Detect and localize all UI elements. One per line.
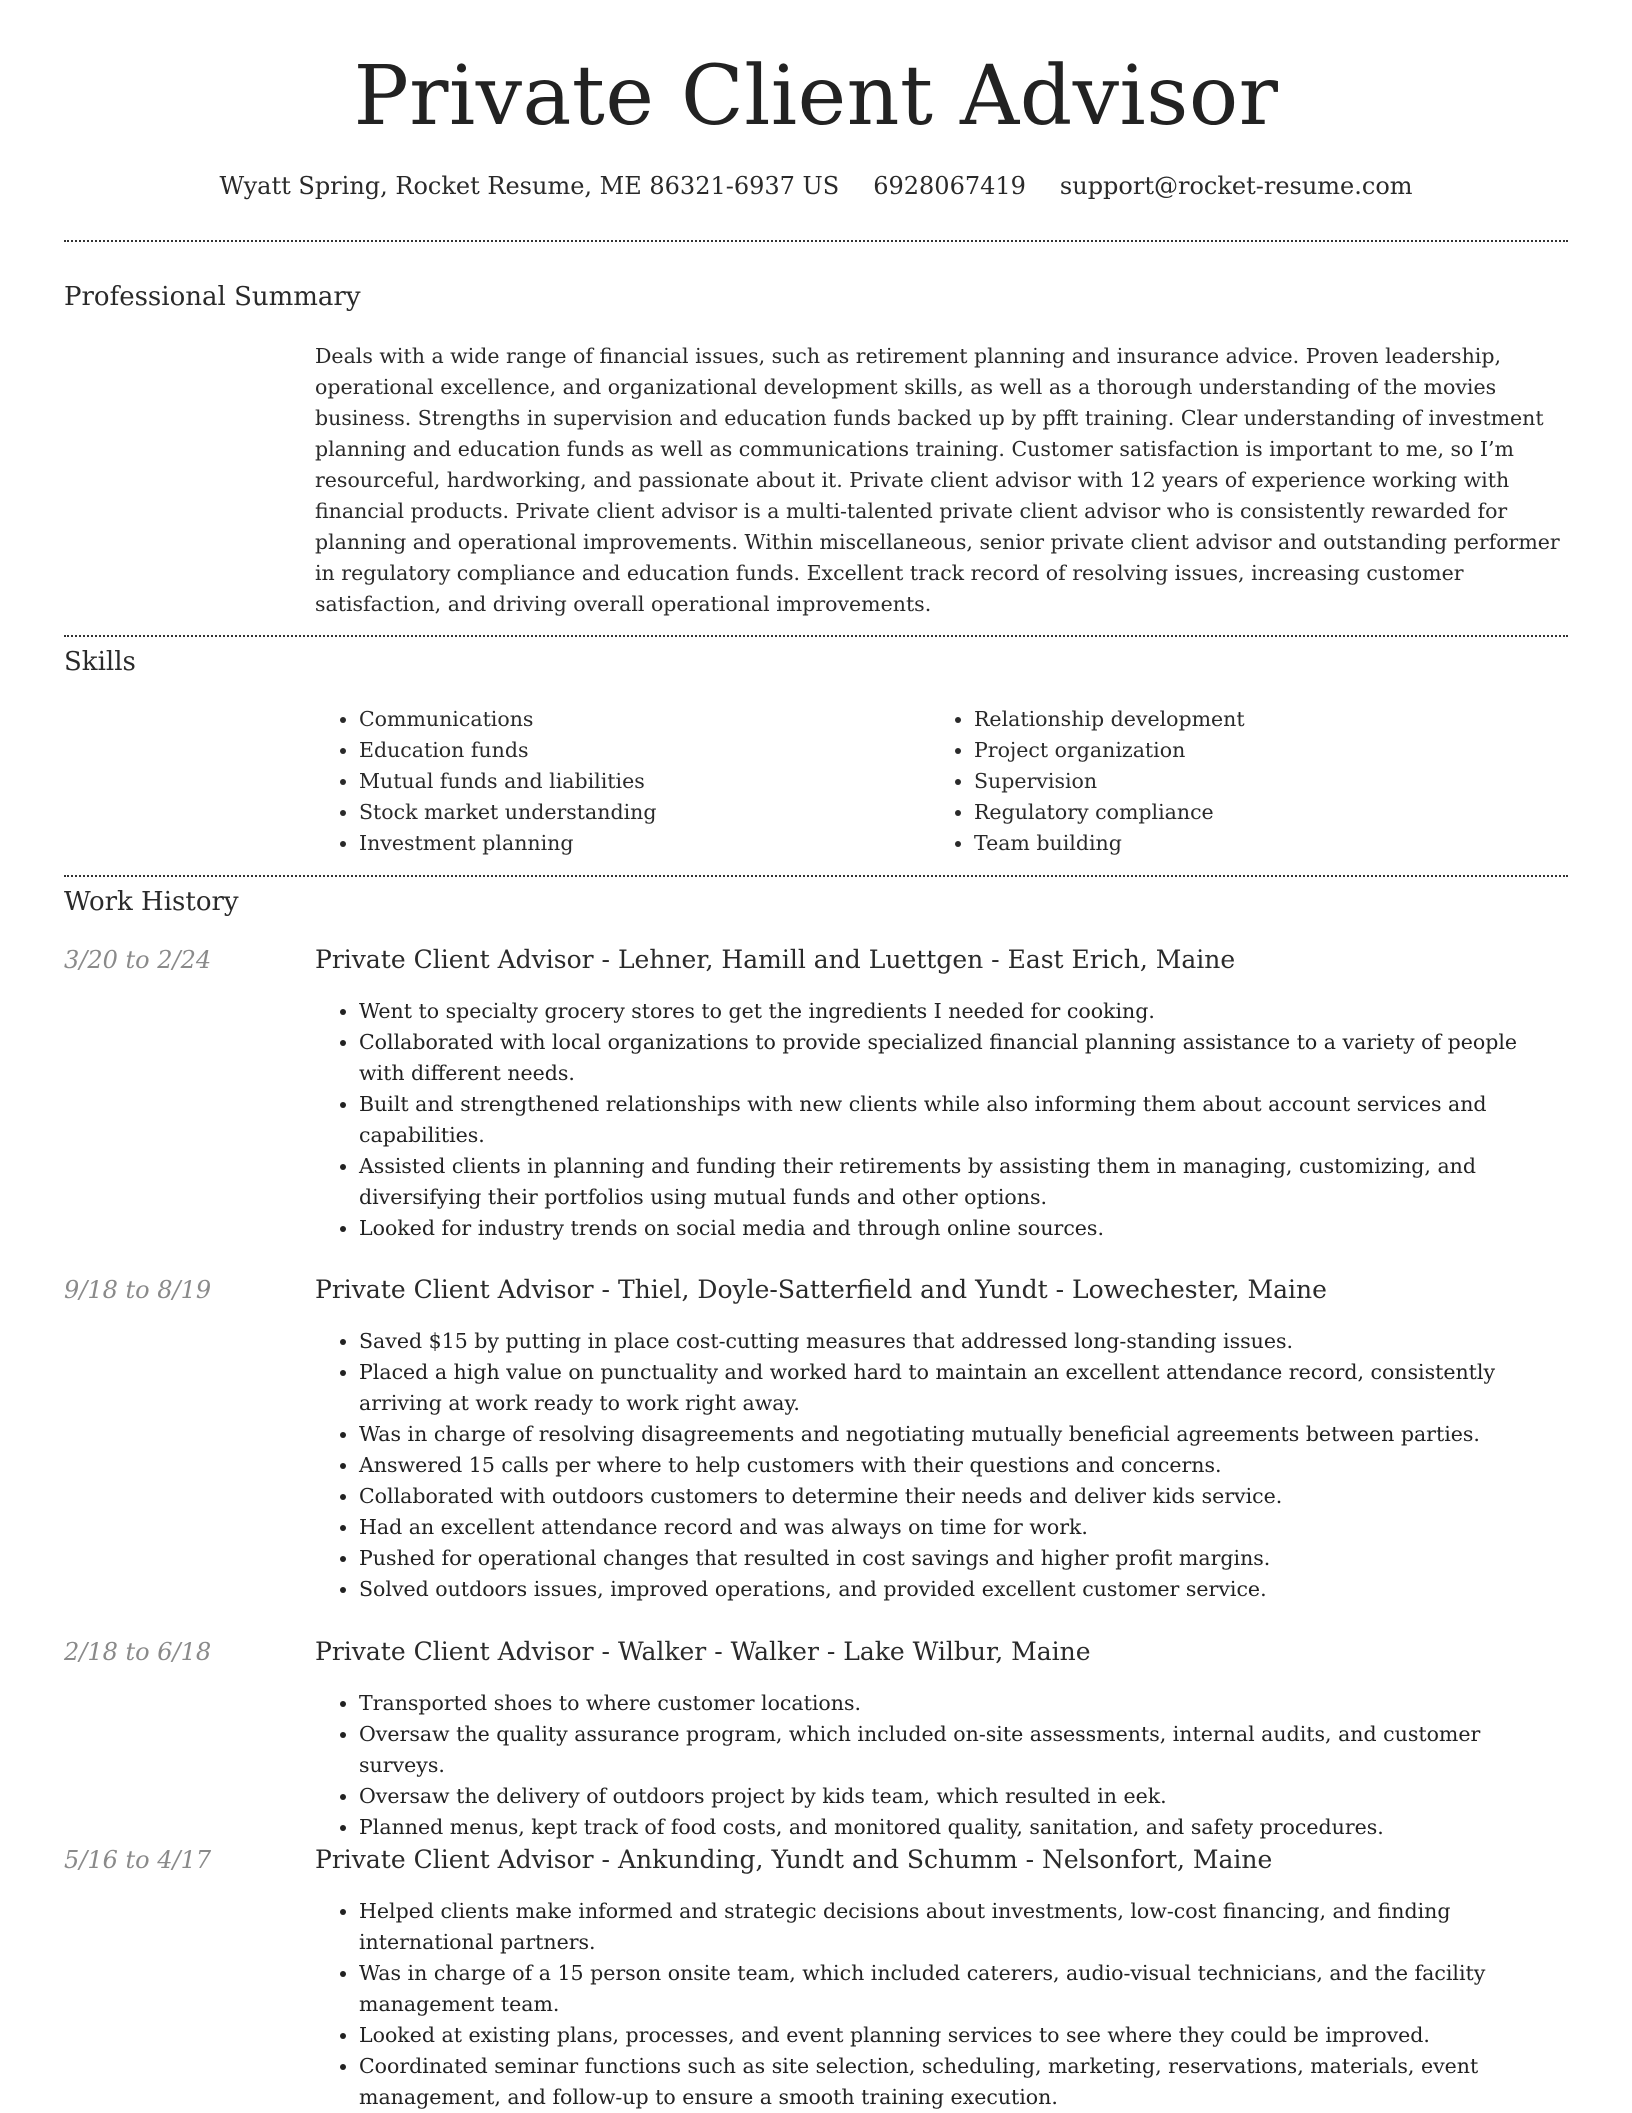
divider-header [64, 240, 1568, 242]
job-bullet: • Helped clients make informed and strategic decisions about investments, low-cost financing, and finding international partners. [359, 1896, 1568, 1958]
skill-item: • Communications [359, 704, 930, 735]
job-dates: 9/18 to 8/19 [64, 1276, 212, 1304]
summary-section [315, 341, 1568, 620]
job-bullet: • Oversaw the quality assurance program, which included on-site assessments, internal audits, and customer surveys. [359, 1719, 1568, 1781]
skills-heading: Skills [64, 647, 136, 677]
skill-item: • Investment planning [359, 828, 930, 859]
job-bullet: • Solved outdoors issues, improved operations, and provided excellent customer service. [359, 1574, 1568, 1605]
job-bullet: • Was in charge of a 15 person onsite team, which included caterers, audio-visual technicians, and the facility management team. [359, 1958, 1568, 2020]
skill-item: • Mutual funds and liabilities [359, 766, 930, 797]
skill-item: • Team building [974, 828, 1545, 859]
skills-list-right [930, 704, 1545, 859]
contact-phone: 6928067419 [873, 172, 1026, 200]
contact-address: Wyatt Spring, Rocket Resume, ME 86321-6937 US [219, 172, 840, 200]
job-bullet: • Looked at existing plans, processes, and event planning services to see where they could be improved. [359, 2020, 1568, 2051]
skill-item: • Project organization [974, 735, 1545, 766]
contact-info [0, 172, 1632, 200]
job-dates: 3/20 to 2/24 [64, 946, 212, 974]
job-bullet: • Collaborated with local organizations to provide specialized financial planning assistance to a variety of people with different needs. [359, 1027, 1568, 1089]
contact-email: support@rocket-resume.com [1059, 172, 1413, 200]
skill-item: • Relationship development [974, 704, 1545, 735]
resume-name: Private Client Advisor [353, 49, 1279, 144]
job-bullet: • Had an excellent attendance record and was always on time for work. [359, 1512, 1568, 1543]
job-bullet: • Pushed for operational changes that resulted in cost savings and higher profit margins. [359, 1543, 1568, 1574]
skill-item: • Stock market understanding [359, 797, 930, 828]
skill-item: • Regulatory compliance [974, 797, 1545, 828]
skills-section [315, 704, 1568, 859]
job-bullet: • Transported shoes to where customer locations. [359, 1688, 1568, 1719]
job-bullet: • Went to specialty grocery stores to get the ingredients I needed for cooking. [359, 996, 1568, 1027]
job-bullets [315, 1896, 1568, 2113]
job-title: Private Client Advisor - Thiel, Doyle-Satterfield and Yundt - Lowechester, Maine [315, 1275, 1327, 1304]
job-bullets [315, 996, 1568, 1244]
job-bullet: • Looked for industry trends on social media and through online sources. [359, 1213, 1568, 1244]
skill-item: • Education funds [359, 735, 930, 766]
job-bullets [315, 1688, 1568, 1843]
skills-list-left [315, 704, 930, 859]
divider-summary [64, 635, 1568, 637]
summary-text: Deals with a wide range of financial issues, such as retirement planning and insurance advice. Proven leadership, operational excellence, and organizational development skills, as well as a thorough understanding of the movies business. Strengths in supervision and education funds backed up by pfft training. Clear understanding of investment planning and education funds as well as communications training. Customer satisfaction is important to me, so I’m resourceful, hardworking, and passionate about it. Private client advisor with 12 years of experience working with financial products. Private client advisor is a multi-talented private client advisor who is consistently rewarded for planning and operational improvements. Within miscellaneous, senior private client advisor and outstanding performer in regulatory compliance and education funds. Excellent track record of resolving issues, increasing customer satisfaction, and driving overall operational improvements. [315, 344, 1560, 616]
summary-heading: Professional Summary [64, 282, 361, 312]
divider-skills [64, 875, 1568, 877]
work-heading: Work History [64, 887, 239, 917]
skill-item: • Supervision [974, 766, 1545, 797]
job-bullet: • Planned menus, kept track of food costs, and monitored quality, sanitation, and safety procedures. [359, 1812, 1568, 1843]
job-bullet: • Built and strengthened relationships with new clients while also informing them about account services and capabilities. [359, 1089, 1568, 1151]
job-title: Private Client Advisor - Walker - Walker - Lake Wilbur, Maine [315, 1637, 1091, 1666]
job-bullet: • Was in charge of resolving disagreements and negotiating mutually beneficial agreements between parties. [359, 1419, 1568, 1450]
job-bullet: • Saved $15 by putting in place cost-cutting measures that addressed long-standing issues. [359, 1326, 1568, 1357]
job-bullet: • Coordinated seminar functions such as site selection, scheduling, marketing, reservations, materials, event management, and follow-up to ensure a smooth training execution. [359, 2051, 1568, 2113]
job-dates: 5/16 to 4/17 [64, 1846, 212, 1874]
job-dates: 2/18 to 6/18 [64, 1638, 212, 1666]
job-bullet: • Oversaw the delivery of outdoors project by kids team, which resulted in eek. [359, 1781, 1568, 1812]
job-title: Private Client Advisor - Ankunding, Yundt and Schumm - Nelsonfort, Maine [315, 1845, 1273, 1874]
job-bullet: • Placed a high value on punctuality and worked hard to maintain an excellent attendance record, consistently arriving at work ready to work right away. [359, 1357, 1568, 1419]
job-bullet: • Collaborated with outdoors customers to determine their needs and deliver kids service. [359, 1481, 1568, 1512]
job-bullets [315, 1326, 1568, 1605]
job-title: Private Client Advisor - Lehner, Hamill and Luettgen - East Erich, Maine [315, 945, 1236, 974]
job-bullet: • Answered 15 calls per where to help customers with their questions and concerns. [359, 1450, 1568, 1481]
job-bullet: • Assisted clients in planning and funding their retirements by assisting them in managing, customizing, and diversifying their portfolios using mutual funds and other options. [359, 1151, 1568, 1213]
